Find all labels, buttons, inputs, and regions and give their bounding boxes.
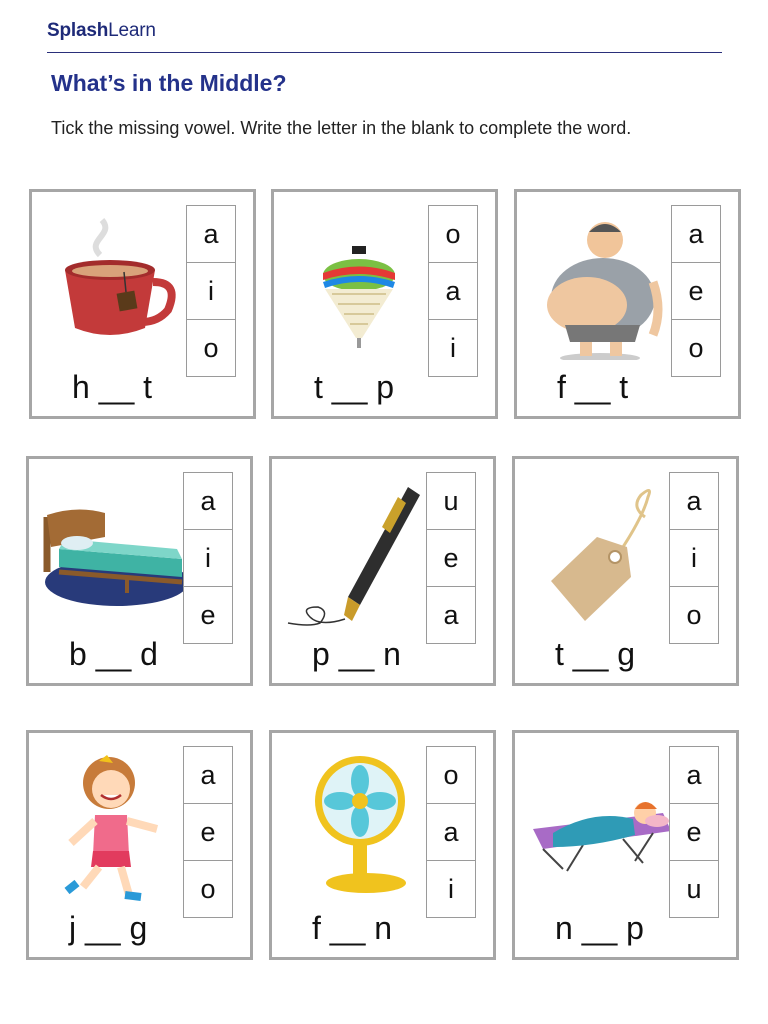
vowel-option[interactable]: a — [426, 803, 476, 861]
worksheet-instructions: Tick the missing vowel. Write the letter in the blank to complete the word. — [51, 118, 632, 138]
word-with-blank: f __ t — [557, 369, 629, 405]
bed-icon — [37, 477, 187, 627]
vowel-options — [183, 472, 233, 644]
word-with-blank: p __ n — [312, 636, 401, 672]
word-with-blank: n __ p — [555, 910, 644, 946]
worksheet-title: What’s in the Middle? — [51, 70, 287, 96]
vowel-option[interactable]: e — [183, 586, 233, 644]
vowel-option[interactable]: a — [183, 472, 233, 530]
word-card-fan — [269, 730, 496, 960]
word-card-nap — [512, 730, 739, 960]
vowel-option[interactable]: i — [186, 262, 236, 320]
vowel-option[interactable]: a — [186, 205, 236, 263]
price-tag-icon — [523, 477, 673, 627]
vowel-options — [671, 205, 721, 377]
word-card-bed — [26, 456, 253, 686]
fountain-pen-icon — [280, 477, 430, 627]
jogging-girl-icon — [37, 751, 187, 901]
word-card-top — [271, 189, 498, 419]
vowel-option[interactable]: o — [428, 205, 478, 263]
vowel-option[interactable]: e — [426, 529, 476, 587]
table-fan-icon — [280, 751, 430, 901]
vowel-option[interactable]: u — [669, 860, 719, 918]
header-divider — [47, 52, 722, 53]
vowel-options — [426, 746, 476, 918]
vowel-option[interactable]: a — [426, 586, 476, 644]
word-card-tag — [512, 456, 739, 686]
word-with-blank: h __ t — [72, 369, 153, 405]
logo-bold-text: Splash — [47, 20, 109, 41]
word-with-blank: b __ d — [69, 636, 158, 672]
word-with-blank: j __ g — [69, 910, 148, 946]
vowel-option[interactable]: i — [428, 319, 478, 377]
vowel-option[interactable]: u — [426, 472, 476, 530]
napping-girl-icon — [523, 751, 673, 901]
vowel-options — [669, 472, 719, 644]
vowel-option[interactable]: o — [669, 586, 719, 644]
vowel-option[interactable]: a — [671, 205, 721, 263]
vowel-option[interactable]: e — [671, 262, 721, 320]
word-with-blank: f __ n — [312, 910, 393, 946]
logo-normal-text: Learn — [108, 20, 156, 41]
vowel-option[interactable]: a — [669, 746, 719, 804]
vowel-option[interactable]: o — [426, 746, 476, 804]
cup-of-tea-icon — [40, 210, 190, 360]
splashlearn-logo — [47, 20, 156, 42]
vowel-option[interactable]: i — [426, 860, 476, 918]
vowel-option[interactable]: a — [669, 472, 719, 530]
word-with-blank: t __ p — [314, 369, 395, 405]
vowel-option[interactable]: e — [669, 803, 719, 861]
vowel-option[interactable]: a — [183, 746, 233, 804]
vowel-option[interactable]: e — [183, 803, 233, 861]
vowel-options — [428, 205, 478, 377]
vowel-option[interactable]: o — [186, 319, 236, 377]
vowel-option[interactable]: o — [671, 319, 721, 377]
spinning-top-icon — [282, 210, 432, 360]
word-card-hot — [29, 189, 256, 419]
vowel-option[interactable]: o — [183, 860, 233, 918]
vowel-options — [186, 205, 236, 377]
vowel-options — [669, 746, 719, 918]
vowel-options — [183, 746, 233, 918]
word-with-blank: t __ g — [555, 636, 636, 672]
word-card-jog — [26, 730, 253, 960]
vowel-option[interactable]: a — [428, 262, 478, 320]
vowel-options — [426, 472, 476, 644]
word-card-fat — [514, 189, 741, 419]
word-card-pen — [269, 456, 496, 686]
vowel-option[interactable]: i — [669, 529, 719, 587]
vowel-option[interactable]: i — [183, 529, 233, 587]
fat-man-icon — [525, 210, 675, 360]
